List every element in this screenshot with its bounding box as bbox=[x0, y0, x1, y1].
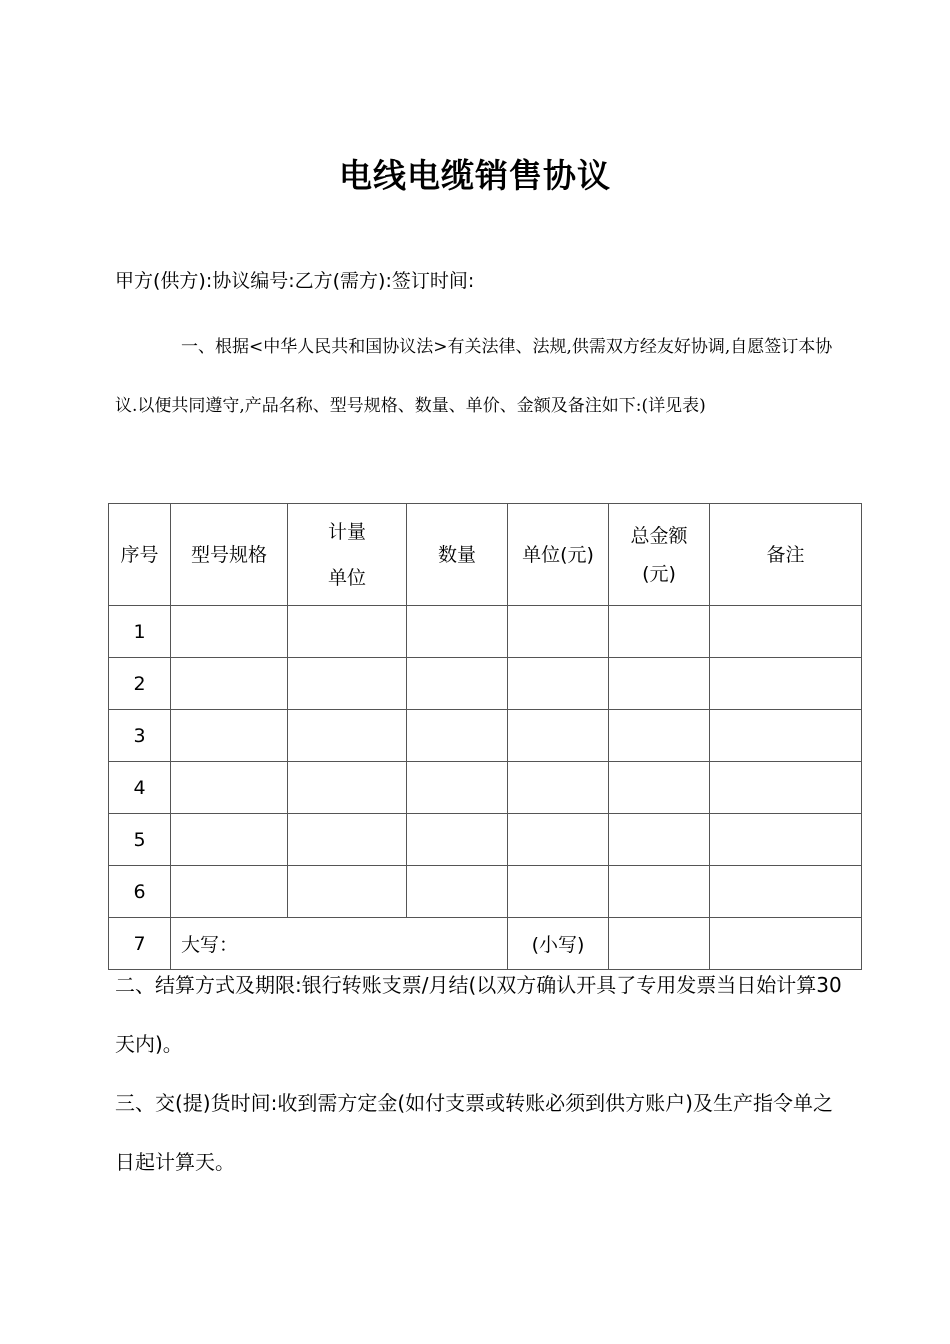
table-row bbox=[109, 710, 862, 762]
cell-price bbox=[508, 762, 609, 814]
cell-model bbox=[171, 762, 288, 814]
header-quantity: 数量 bbox=[407, 504, 508, 606]
table-row bbox=[109, 606, 862, 658]
clauses-section bbox=[115, 956, 845, 1192]
header-index: 序号 bbox=[109, 504, 171, 606]
cell-quantity bbox=[407, 710, 508, 762]
table-row bbox=[109, 762, 862, 814]
cell-model bbox=[171, 866, 288, 918]
row-index: 7 bbox=[109, 918, 171, 970]
row-index: 2 bbox=[109, 658, 171, 710]
cell-total bbox=[609, 814, 710, 866]
row-index: 4 bbox=[109, 762, 171, 814]
cell-price bbox=[508, 866, 609, 918]
cell-price bbox=[508, 606, 609, 658]
cell-quantity bbox=[407, 658, 508, 710]
capital-amount-label: 大写： bbox=[171, 918, 508, 970]
row-index: 5 bbox=[109, 814, 171, 866]
cell-remark bbox=[710, 710, 862, 762]
cell-remark bbox=[710, 658, 862, 710]
cell-price bbox=[508, 710, 609, 762]
clause-2-text: 二、结算方式及期限:银行转账支票/月结(以双方确认开具了专用发票当日始计算30天内)。 bbox=[115, 973, 842, 1056]
cell-price bbox=[508, 814, 609, 866]
cell-quantity bbox=[407, 606, 508, 658]
small-amount-label: (小写) bbox=[508, 918, 609, 970]
cell-model bbox=[171, 814, 288, 866]
cell-model bbox=[171, 658, 288, 710]
cell-price bbox=[508, 658, 609, 710]
cell-model bbox=[171, 606, 288, 658]
cell-remark bbox=[710, 606, 862, 658]
document-title: 电线电缆销售协议 bbox=[339, 156, 611, 195]
header-unit-line2: 单位 bbox=[327, 566, 366, 589]
cell-remark bbox=[710, 814, 862, 866]
table-header-row bbox=[109, 504, 862, 606]
cell-unit bbox=[288, 710, 407, 762]
cell-total bbox=[609, 658, 710, 710]
header-remark: 备注 bbox=[710, 504, 862, 606]
cell-unit bbox=[288, 866, 407, 918]
cell-total bbox=[609, 866, 710, 918]
header-unit-line1: 计量 bbox=[327, 520, 366, 543]
row-index: 6 bbox=[109, 866, 171, 918]
cell-total bbox=[609, 606, 710, 658]
table-row bbox=[109, 866, 862, 918]
clause-3-text: 三、交(提)货时间:收到需方定金(如付支票或转账必须到供方账户)及生产指令单之日起计算天。 bbox=[115, 1091, 833, 1174]
parties-line: 甲方(供方):协议编号:乙方(需方):签订时间: bbox=[115, 270, 475, 292]
cell-remark bbox=[710, 762, 862, 814]
cell-total bbox=[609, 710, 710, 762]
cell-unit bbox=[288, 814, 407, 866]
header-unit bbox=[288, 504, 407, 606]
header-price: 单位(元) bbox=[508, 504, 609, 606]
row-index: 1 bbox=[109, 606, 171, 658]
cell-total bbox=[609, 762, 710, 814]
cell-quantity bbox=[407, 814, 508, 866]
header-total-line1: 总金额 bbox=[630, 524, 688, 547]
clause-1-text: 一、根据<中华人民共和国协议法>有关法律、法规,供需双方经友好协调,自愿签订本协议.以便共同遵守,产品名称、型号规格、数量、单价、金额及备注如下:(详见表) bbox=[115, 337, 833, 416]
table-row bbox=[109, 658, 862, 710]
header-total-line2: (元) bbox=[642, 562, 676, 585]
cell-quantity bbox=[407, 762, 508, 814]
cell-model bbox=[171, 710, 288, 762]
cell-unit bbox=[288, 606, 407, 658]
cell-unit bbox=[288, 762, 407, 814]
product-table bbox=[108, 503, 862, 970]
cell-unit bbox=[288, 658, 407, 710]
cell-remark bbox=[710, 866, 862, 918]
table-row bbox=[109, 814, 862, 866]
header-total bbox=[609, 504, 710, 606]
header-model: 型号规格 bbox=[171, 504, 288, 606]
row-index: 3 bbox=[109, 710, 171, 762]
cell-quantity bbox=[407, 866, 508, 918]
